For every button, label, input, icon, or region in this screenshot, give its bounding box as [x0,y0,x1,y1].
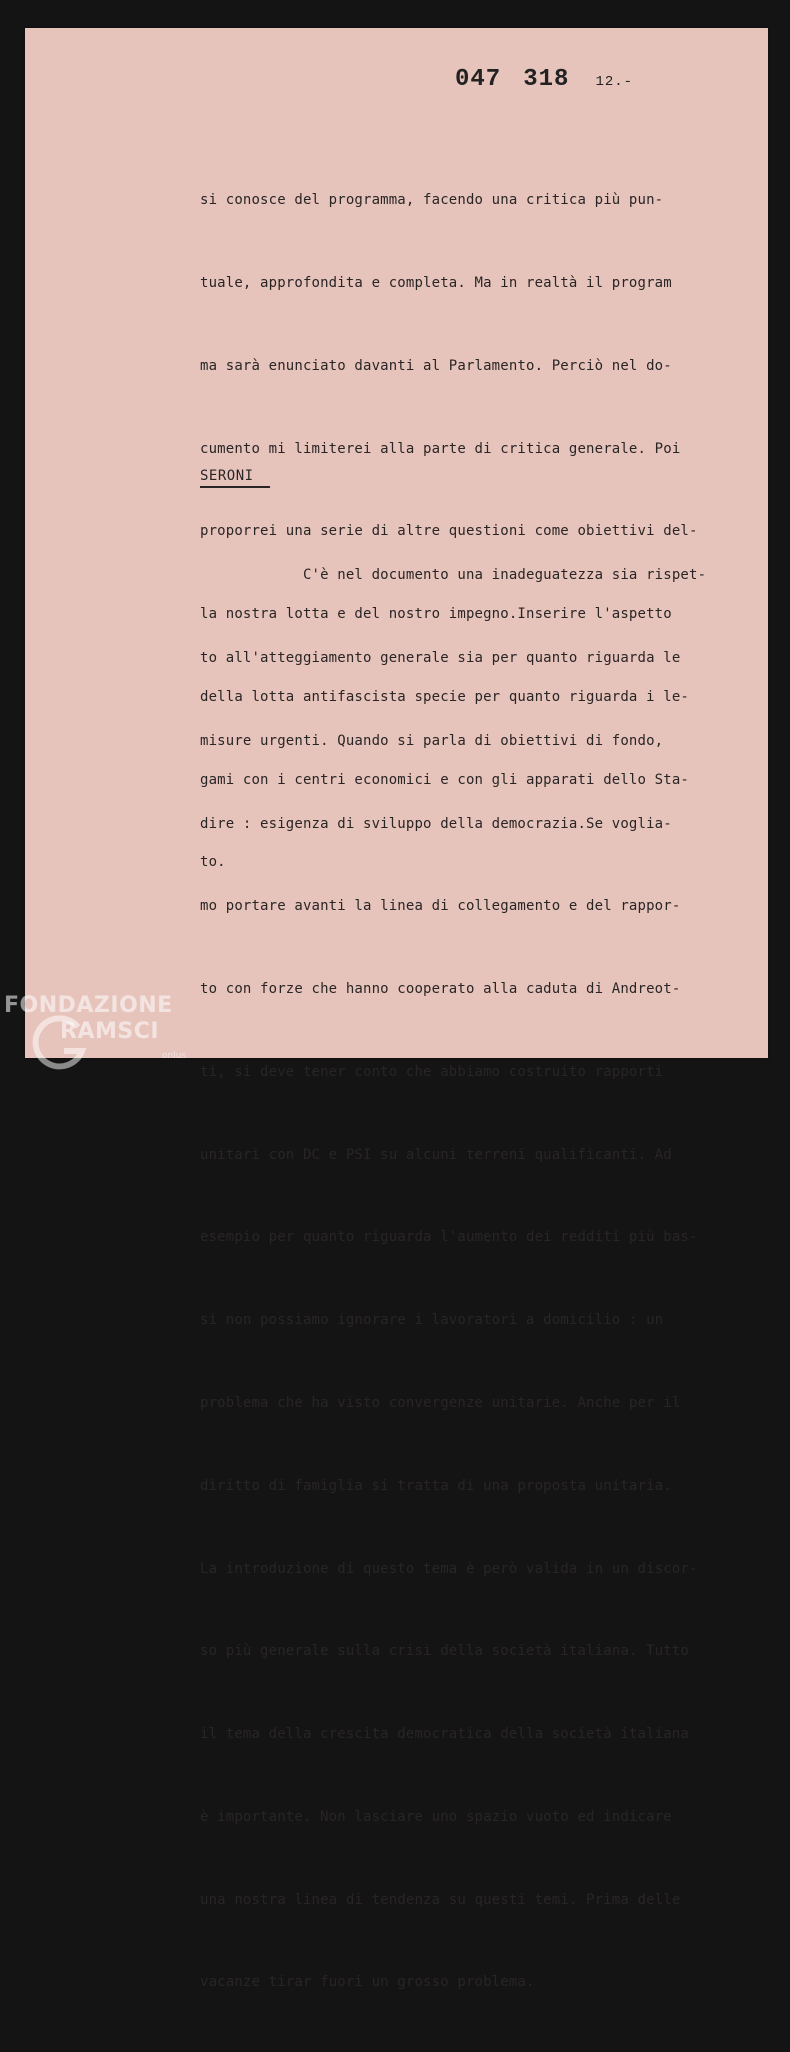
text-line: misure urgenti. Quando si parla di obiettivi di fondo, [200,732,664,749]
text-line: si non possiamo ignorare i lavoratori a domicilio : un [200,1312,664,1329]
text-line: unitari con DC e PSI su alcuni terreni qualificanti. Ad [200,1146,672,1163]
page-number [455,66,633,93]
text-line: to. [200,854,226,871]
text-line: il tema della crescita democratica della società italiana [200,1726,689,1743]
speaker-name: SERONI [200,468,254,484]
text-line: mo portare avanti la linea di collegamento e del rappor- [200,898,681,915]
text-line: C'è nel documento una inadeguatezza sia rispet- [200,567,707,584]
logo-line1: FONDAZIONE [4,993,173,1018]
text-line: dire : esigenza di sviluppo della democrazia.Se voglia- [200,815,672,832]
speaker-heading [200,468,270,488]
text-line: è importante. Non lasciare uno spazio vuoto ed indicare [200,1808,672,1825]
text-line: to all'atteggiamento generale sia per quanto riguarda le [200,649,681,666]
text-line: la nostra lotta e del nostro impegno.Inserire l'aspetto [200,606,672,623]
text-line: to con forze che hanno cooperato alla caduta di Andreot- [200,981,681,998]
text-line: ti, si deve tener conto che abbiamo costruito rapporti [200,1063,664,1080]
document-page [25,28,768,1991]
page-number-left: 047 [455,66,502,93]
page-number-suffix: 12.- [595,74,634,90]
logo-line2: RAMSCI [60,1019,160,1044]
text-line: si conosce del programma, facendo una critica più pun- [200,192,664,209]
second-text-block [200,507,770,2052]
text-line: una nostra linea di tendenza su questi temi. Prima delle [200,1891,681,1908]
text-line: cumento mi limiterei alla parte di critica generale. Poi [200,440,681,457]
text-line: La introduzione di questo tema è però valida in un discor- [200,1560,698,1577]
text-line: diritto di famiglia si tratta di una proposta unitaria. [200,1477,672,1494]
text-line: so più generale sulla crisi della società italiana. Tutto [200,1643,689,1660]
text-line: proporrei una serie di altre questioni come obiettivi del- [200,523,698,540]
text-line: tuale, approfondita e completa. Ma in realtà il program [200,274,672,291]
watermark-logo [4,993,204,1073]
text-line: della lotta antifascista specie per quanto riguarda i le- [200,688,689,705]
page-number-right: 318 [523,66,570,93]
text-line: problema che ha visto convergenze unitarie. Anche per il [200,1395,681,1411]
text-line: vacanze tirar fuori un grosso problema. [200,1974,535,1991]
speaker-underline [200,486,270,488]
text-line: ma sarà enunciato davanti al Parlamento. Perciò nel do- [200,357,672,374]
text-line: esempio per quanto riguarda l'aumento dei redditi più bas- [200,1229,698,1246]
logo-line3: onlus [162,1051,187,1061]
text-line: gami con i centri economici e con gli apparati dello Sta- [200,771,689,788]
